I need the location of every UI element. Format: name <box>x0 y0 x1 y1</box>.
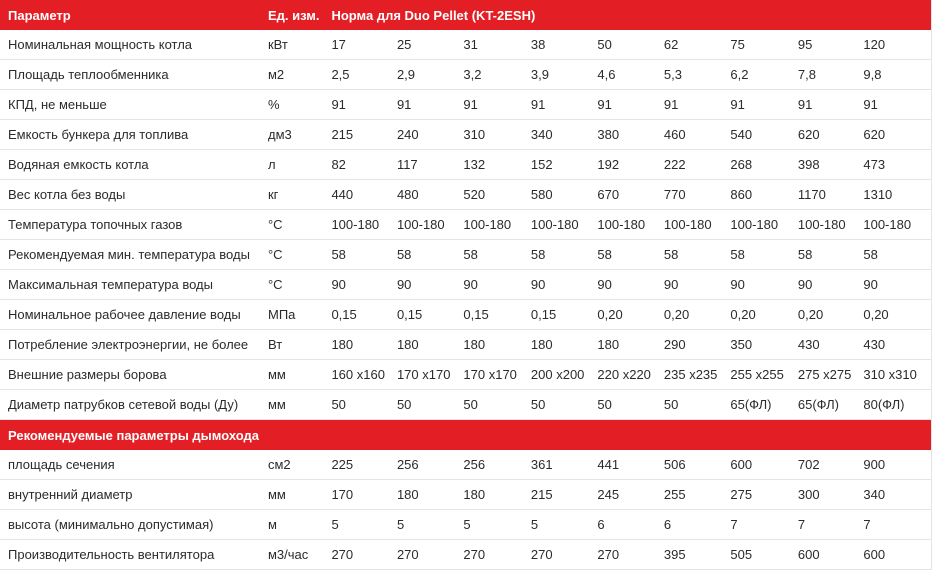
row-value: 240 <box>397 120 463 150</box>
table-row <box>0 390 931 420</box>
row-value: 200 x200 <box>531 360 597 390</box>
row-value: 860 <box>730 180 798 210</box>
row-unit: м2 <box>268 60 331 90</box>
row-value: 180 <box>397 330 463 360</box>
row-value: 0,20 <box>664 300 730 330</box>
table-header <box>0 0 931 30</box>
row-value: 441 <box>597 450 663 480</box>
row-value: 5,3 <box>664 60 730 90</box>
row-param: Номинальная мощность котла <box>0 30 268 60</box>
row-value: 17 <box>331 30 396 60</box>
row-value: 5 <box>531 510 597 540</box>
row-value: 180 <box>463 330 531 360</box>
row-value: 770 <box>664 180 730 210</box>
row-value: 2,5 <box>331 60 396 90</box>
row-value: 0,20 <box>730 300 798 330</box>
row-value: 58 <box>863 240 931 270</box>
row-value: 65(ФЛ) <box>730 390 798 420</box>
row-value: 310 x310 <box>863 360 931 390</box>
section-title: Рекомендуемые параметры дымохода <box>0 420 931 451</box>
row-value: 100-180 <box>597 210 663 240</box>
row-value: 310 <box>463 120 531 150</box>
row-value: 398 <box>798 150 863 180</box>
row-value: 440 <box>331 180 396 210</box>
row-value: 4,6 <box>597 60 663 90</box>
row-unit: л <box>268 150 331 180</box>
row-value: 7 <box>730 510 798 540</box>
row-unit: Вт <box>268 330 331 360</box>
row-value: 58 <box>331 240 396 270</box>
row-value: 7 <box>863 510 931 540</box>
row-value: 180 <box>463 480 531 510</box>
row-value: 0,15 <box>463 300 531 330</box>
row-value: 6,2 <box>730 60 798 90</box>
row-param: Диаметр патрубков сетевой воды (Ду) <box>0 390 268 420</box>
row-value: 31 <box>463 30 531 60</box>
row-value: 90 <box>331 270 396 300</box>
row-value: 255 x255 <box>730 360 798 390</box>
row-value: 91 <box>463 90 531 120</box>
table-row <box>0 120 931 150</box>
row-value: 91 <box>863 90 931 120</box>
row-value: 100-180 <box>331 210 396 240</box>
row-value: 275 x275 <box>798 360 863 390</box>
row-value: 38 <box>531 30 597 60</box>
row-value: 90 <box>730 270 798 300</box>
row-param: Водяная емкость котла <box>0 150 268 180</box>
row-unit: кг <box>268 180 331 210</box>
row-value: 1170 <box>798 180 863 210</box>
row-value: 0,20 <box>597 300 663 330</box>
row-value: 702 <box>798 450 863 480</box>
row-value: 222 <box>664 150 730 180</box>
row-value: 600 <box>730 450 798 480</box>
row-value: 350 <box>730 330 798 360</box>
row-value: 170 x170 <box>397 360 463 390</box>
row-value: 91 <box>798 90 863 120</box>
row-param: Максимальная температура воды <box>0 270 268 300</box>
table-row <box>0 60 931 90</box>
row-value: 215 <box>331 120 396 150</box>
row-value: 58 <box>463 240 531 270</box>
header-param: Параметр <box>0 0 268 30</box>
row-value: 3,9 <box>531 60 597 90</box>
row-unit: мм <box>268 360 331 390</box>
row-unit: кВт <box>268 30 331 60</box>
table-row <box>0 360 931 390</box>
row-unit: мм <box>268 480 331 510</box>
row-value: 6 <box>664 510 730 540</box>
row-value: 58 <box>397 240 463 270</box>
row-value: 50 <box>597 30 663 60</box>
row-value: 90 <box>863 270 931 300</box>
row-unit: мм <box>268 390 331 420</box>
row-value: 270 <box>597 540 663 570</box>
row-value: 91 <box>331 90 396 120</box>
row-value: 220 x220 <box>597 360 663 390</box>
table-row <box>0 210 931 240</box>
row-unit: °С <box>268 240 331 270</box>
row-value: 600 <box>798 540 863 570</box>
table-row <box>0 180 931 210</box>
row-value: 91 <box>531 90 597 120</box>
row-value: 120 <box>863 30 931 60</box>
table-row <box>0 510 931 540</box>
row-value: 58 <box>664 240 730 270</box>
row-param: Емкость бункера для топлива <box>0 120 268 150</box>
row-value: 270 <box>331 540 396 570</box>
row-value: 540 <box>730 120 798 150</box>
row-value: 2,9 <box>397 60 463 90</box>
row-value: 100-180 <box>531 210 597 240</box>
row-value: 5 <box>331 510 396 540</box>
row-value: 90 <box>463 270 531 300</box>
row-value: 505 <box>730 540 798 570</box>
row-value: 91 <box>597 90 663 120</box>
row-param: высота (минимально допустимая) <box>0 510 268 540</box>
row-value: 180 <box>531 330 597 360</box>
row-value: 62 <box>664 30 730 60</box>
row-value: 256 <box>397 450 463 480</box>
section-header-chimney <box>0 420 931 451</box>
row-value: 600 <box>863 540 931 570</box>
row-value: 620 <box>798 120 863 150</box>
row-value: 256 <box>463 450 531 480</box>
row-value: 3,2 <box>463 60 531 90</box>
row-value: 340 <box>863 480 931 510</box>
row-value: 255 <box>664 480 730 510</box>
row-value: 180 <box>397 480 463 510</box>
row-value: 65(ФЛ) <box>798 390 863 420</box>
row-value: 506 <box>664 450 730 480</box>
row-value: 50 <box>331 390 396 420</box>
row-value: 58 <box>798 240 863 270</box>
table-row <box>0 480 931 510</box>
row-unit: °С <box>268 270 331 300</box>
row-value: 361 <box>531 450 597 480</box>
row-value: 90 <box>664 270 730 300</box>
row-value: 90 <box>531 270 597 300</box>
header-unit: Ед. изм. <box>268 0 331 30</box>
row-value: 170 <box>331 480 396 510</box>
row-param: Площадь теплообменника <box>0 60 268 90</box>
row-value: 91 <box>664 90 730 120</box>
table-row <box>0 540 931 570</box>
row-value: 5 <box>397 510 463 540</box>
row-value: 117 <box>397 150 463 180</box>
row-unit: дм3 <box>268 120 331 150</box>
row-unit: % <box>268 90 331 120</box>
row-value: 380 <box>597 120 663 150</box>
row-value: 152 <box>531 150 597 180</box>
row-value: 132 <box>463 150 531 180</box>
row-value: 245 <box>597 480 663 510</box>
row-value: 5 <box>463 510 531 540</box>
row-value: 100-180 <box>730 210 798 240</box>
row-param: Номинальное рабочее давление воды <box>0 300 268 330</box>
table-row <box>0 450 931 480</box>
table-row <box>0 90 931 120</box>
row-value: 268 <box>730 150 798 180</box>
row-value: 100-180 <box>664 210 730 240</box>
row-value: 0,15 <box>331 300 396 330</box>
row-value: 7,8 <box>798 60 863 90</box>
row-value: 95 <box>798 30 863 60</box>
row-value: 90 <box>397 270 463 300</box>
row-param: Потребление электроэнергии, не более <box>0 330 268 360</box>
row-value: 50 <box>463 390 531 420</box>
row-value: 270 <box>531 540 597 570</box>
row-value: 58 <box>597 240 663 270</box>
table-row <box>0 300 931 330</box>
row-value: 100-180 <box>863 210 931 240</box>
row-value: 192 <box>597 150 663 180</box>
row-unit: м3/час <box>268 540 331 570</box>
row-value: 480 <box>397 180 463 210</box>
row-param: площадь сечения <box>0 450 268 480</box>
row-unit: м <box>268 510 331 540</box>
header-norm: Норма для Duo Pellet (KT-2ESH) <box>331 0 931 30</box>
row-value: 290 <box>664 330 730 360</box>
row-value: 50 <box>531 390 597 420</box>
row-param: Температура топочных газов <box>0 210 268 240</box>
row-value: 100-180 <box>798 210 863 240</box>
row-param: КПД, не меньше <box>0 90 268 120</box>
row-value: 430 <box>798 330 863 360</box>
row-value: 160 x160 <box>331 360 396 390</box>
row-value: 215 <box>531 480 597 510</box>
table-row <box>0 240 931 270</box>
table-row <box>0 330 931 360</box>
row-value: 0,20 <box>798 300 863 330</box>
row-value: 90 <box>597 270 663 300</box>
row-value: 0,15 <box>397 300 463 330</box>
row-value: 7 <box>798 510 863 540</box>
row-value: 430 <box>863 330 931 360</box>
row-value: 6 <box>597 510 663 540</box>
row-value: 50 <box>597 390 663 420</box>
row-value: 50 <box>397 390 463 420</box>
row-value: 340 <box>531 120 597 150</box>
row-param: Внешние размеры борова <box>0 360 268 390</box>
row-value: 100-180 <box>397 210 463 240</box>
row-value: 58 <box>730 240 798 270</box>
row-value: 460 <box>664 120 730 150</box>
row-value: 170 x170 <box>463 360 531 390</box>
row-value: 50 <box>664 390 730 420</box>
row-param: Производительность вентилятора <box>0 540 268 570</box>
row-value: 620 <box>863 120 931 150</box>
row-value: 520 <box>463 180 531 210</box>
table-row <box>0 150 931 180</box>
table-row <box>0 270 931 300</box>
row-value: 235 x235 <box>664 360 730 390</box>
row-value: 0,15 <box>531 300 597 330</box>
row-value: 80(ФЛ) <box>863 390 931 420</box>
row-value: 58 <box>531 240 597 270</box>
table-row <box>0 30 931 60</box>
row-value: 91 <box>397 90 463 120</box>
row-value: 180 <box>331 330 396 360</box>
row-value: 300 <box>798 480 863 510</box>
row-value: 25 <box>397 30 463 60</box>
row-value: 100-180 <box>463 210 531 240</box>
row-value: 0,20 <box>863 300 931 330</box>
row-value: 75 <box>730 30 798 60</box>
row-unit: МПа <box>268 300 331 330</box>
row-value: 270 <box>463 540 531 570</box>
row-param: Вес котла без воды <box>0 180 268 210</box>
row-value: 580 <box>531 180 597 210</box>
row-value: 82 <box>331 150 396 180</box>
row-unit: см2 <box>268 450 331 480</box>
row-param: внутренний диаметр <box>0 480 268 510</box>
row-param: Рекомендуемая мин. температура воды <box>0 240 268 270</box>
row-value: 91 <box>730 90 798 120</box>
row-value: 9,8 <box>863 60 931 90</box>
row-value: 225 <box>331 450 396 480</box>
row-unit: °С <box>268 210 331 240</box>
row-value: 90 <box>798 270 863 300</box>
row-value: 270 <box>397 540 463 570</box>
row-value: 670 <box>597 180 663 210</box>
row-value: 473 <box>863 150 931 180</box>
row-value: 900 <box>863 450 931 480</box>
row-value: 395 <box>664 540 730 570</box>
row-value: 275 <box>730 480 798 510</box>
row-value: 180 <box>597 330 663 360</box>
row-value: 1310 <box>863 180 931 210</box>
